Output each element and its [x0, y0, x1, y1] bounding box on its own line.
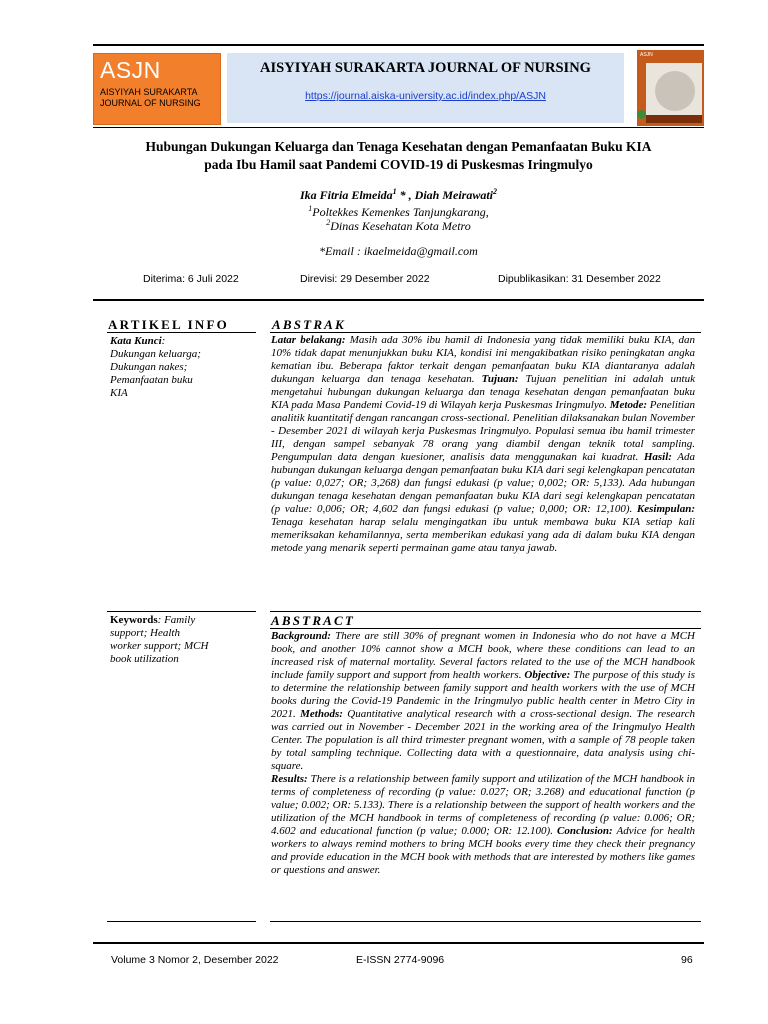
text-results: There is a relationship between family support and utilization of the MCH handbook in terms of completeness of recording (p value: 0.027; OR; 3.268) and educational function (p value; 0.002; OR: 5.133). There is a relationship between the support of health workers and the utilization of the MCH handbook in terms of completeness of recording (p value: 0.006; OR; 4.602 and educational function (p value; 0.000; OR: 12.100). [271, 773, 695, 837]
text-kesimpulan: Tenaga kesehatan harap selalu mengingatkan ibu untuk membawa buku KIA setiap kali memeriksakan kehamilannya, serta memberikan edukasi yang ada di dalam buku KIA dengan metode yang menarik seperti permainan game atau tanya jawab. [271, 516, 695, 554]
keywords-item: support; Health [110, 627, 180, 639]
author-1-sup: 1 [392, 187, 397, 196]
top-rule [93, 44, 704, 46]
abstrak-rule [270, 332, 701, 333]
kata-kunci-item: Dukungan keluarga; [110, 348, 201, 360]
abstract-rule [270, 628, 701, 629]
text-tujuan: Tujuan penelitian ini adalah untuk mengetahui hubungan dukungan keluarga dan tenaga kesehatan dengan pemanfaatan buku KIA pada Masa Pandemi Covid-19 di Wilayah kerja Puskesmas Iringmulyo. [271, 373, 695, 411]
text-background: There are still 30% of pregnant women in Indonesia who do not have a MCH book, and another 10% cannot show a MCH book, where these conditions can lead to an increased risk of maternal mortality. Several factors related to the use of the MCH handbook include family support and support from health workers. [271, 630, 695, 681]
date-revised: Direvisi: 29 Desember 2022 [300, 273, 430, 285]
keywords-item: : Family [157, 614, 196, 626]
kata-kunci-label: Kata Kunci [110, 335, 162, 347]
journal-name: AISYIYAH SURAKARTA JOURNAL OF NURSING [260, 60, 591, 76]
header-bottom-rule [93, 127, 704, 128]
footer-rule [93, 942, 704, 944]
text-methods: Quantitative analytical research with a cross-sectional design. The research was carried out in November - December 2021 in the working area of the Iringmulyo Health Center. The population is all third trimester pregnant women, with a sample of 78 people taken by total sampling technique. Collecting data with a questionnaire, data analysis using chi-square. [271, 708, 696, 772]
label-hasil: Hasil: [638, 451, 672, 463]
label-kesimpulan: Kesimpulan: [632, 503, 695, 515]
cover-circle [655, 71, 695, 111]
abstrak-body [271, 334, 695, 555]
author-separator: * , [396, 188, 415, 202]
label-methods: Methods: [295, 708, 343, 720]
text-metode: Penelitian analitik kuantitatif dengan rancangan cross-sectional. Penelitian dilaksanakan bulan November - Desember 2021 di wilayah kerja Puskesmas Iringmulyo. Populasi semua ibu hamil trimester III, dengan sampel sebanyak 78 orang yang diambil dengan teknik total sampling. Pengumpulan data dengan kuesioner, analisis data menggunakan kai kuadrat. [271, 399, 695, 463]
label-tujuan: Tujuan: [474, 373, 519, 385]
keywords-block [110, 614, 260, 666]
article-title-line2: pada Ibu Hamil saat Pandemi COVID-19 di Puskesmas Iringmulyo [204, 157, 593, 172]
cover-label: ASJN [640, 52, 653, 58]
footer-issn: E-ISSN 2774-9096 [356, 954, 445, 966]
kata-kunci-colon: : [161, 335, 166, 347]
affiliation-1-sup: 1 [308, 204, 313, 213]
journal-cover-image [637, 50, 704, 126]
abstract-body [271, 630, 695, 877]
footer-page-number: 96 [681, 954, 693, 966]
label-background: Background: [271, 630, 331, 642]
journal-url-link[interactable]: https://journal.aiska-university.ac.id/index.php/ASJN [305, 90, 546, 102]
affiliation-2 [93, 218, 704, 234]
keywords-item: book utilization [110, 653, 179, 665]
affiliation-1-text: Poltekkes Kemenkes Tanjungkarang, [312, 205, 489, 219]
text-conclusion: Advice for health workers to always remind mothers to bring MCH books every time they check their pregnancy and provide education in the MCH book with methods that are interested by mothers like games or questions and answer. [271, 825, 695, 876]
author-list [93, 187, 704, 203]
text-hasil: Ada hubungan dukungan keluarga dengan pemanfaatan buku KIA dari segi kelengkapan pencatatan (p value: 0,027; OR; 3,268) dan fungsi edukasi (p value; 0,002; OR: 5,133). Ada hubungan dukungan tenaga kesehatan dengan pemanfaatan buku KIA dari segi kelengkapan pencatatan (p value: 0,006; OR; 4,602 dan fungsi edukasi (p value; 0,000; OR: 12,100). [271, 451, 695, 515]
footer-volume: Volume 3 Nomor 2, Desember 2022 [111, 954, 279, 966]
abstrak-heading: ABSTRAK [272, 317, 346, 332]
label-conclusion: Conclusion: [552, 825, 613, 837]
cover-bar [646, 115, 702, 123]
kata-kunci-item: Pemanfaatan buku [110, 374, 193, 386]
kata-kunci-item: KIA [110, 387, 128, 399]
dates-bottom-rule [93, 299, 704, 301]
abstract-bottom-rule [270, 921, 701, 922]
date-received: Diterima: 6 Juli 2022 [143, 273, 239, 285]
label-latar-belakang: Latar belakang: [271, 334, 346, 346]
keywords-label: Keywords [110, 614, 158, 626]
date-published: Dipublikasikan: 31 Desember 2022 [498, 273, 661, 285]
author-2-sup: 2 [493, 187, 498, 196]
logo-title: ASJN [100, 57, 161, 83]
text-objective: The purpose of this study is to determine the relationship between family support and health workers with the use of MCH books during the Covid-19 Pandemic in the Iringmulyo public health center in Metro City in 2021. [271, 669, 695, 720]
artikel-info-rule [107, 332, 256, 333]
text-latar-belakang: Masih ada 30% ibu hamil di Indonesia yang tidak memiliki buku KIA, dan 10% tidak dapat menunjukkan buku KIA, kondisi ini mengakibatkan risiko peningkatan angka kematian ibu. Beberapa faktor terkait dengan pemanfaatan buku KIA diantaranya adalah dukungan keluarga dan tenaga kesehatan. [271, 334, 695, 385]
artikel-info-heading: ARTIKEL INFO [108, 317, 229, 332]
abstrak-bottom-rule [270, 611, 701, 612]
affiliation-2-sup: 2 [326, 218, 331, 227]
author-1: Ika Fitria Elmeida [299, 188, 393, 202]
cover-seal-icon [637, 110, 646, 119]
keywords-item: worker support; MCH [110, 640, 209, 652]
affiliation-2-text: Dinas Kesehatan Kota Metro [330, 219, 471, 233]
article-title-line1: Hubungan Dukungan Keluarga dan Tenaga Kesehatan dengan Pemanfaatan Buku KIA [145, 139, 652, 154]
corresponding-email: *Email : ikaelmeida@gmail.com [319, 244, 478, 258]
logo-subtitle-line2: JOURNAL OF NURSING [100, 98, 201, 108]
logo-subtitle-line1: AISYIYAH SURAKARTA [100, 87, 198, 97]
label-results: Results: [271, 773, 308, 785]
abstract-heading: ABSTRACT [271, 613, 356, 628]
cover-artwork [646, 63, 702, 123]
kata-kunci-item: Dukungan nakes; [110, 361, 188, 373]
label-objective: Objective: [521, 669, 571, 681]
kata-kunci-bottom-rule [107, 611, 256, 612]
keywords-bottom-rule [107, 921, 256, 922]
label-metode: Metode: [606, 399, 648, 411]
author-2: Diah Meirawati [414, 188, 494, 202]
kata-kunci-block [110, 335, 260, 400]
